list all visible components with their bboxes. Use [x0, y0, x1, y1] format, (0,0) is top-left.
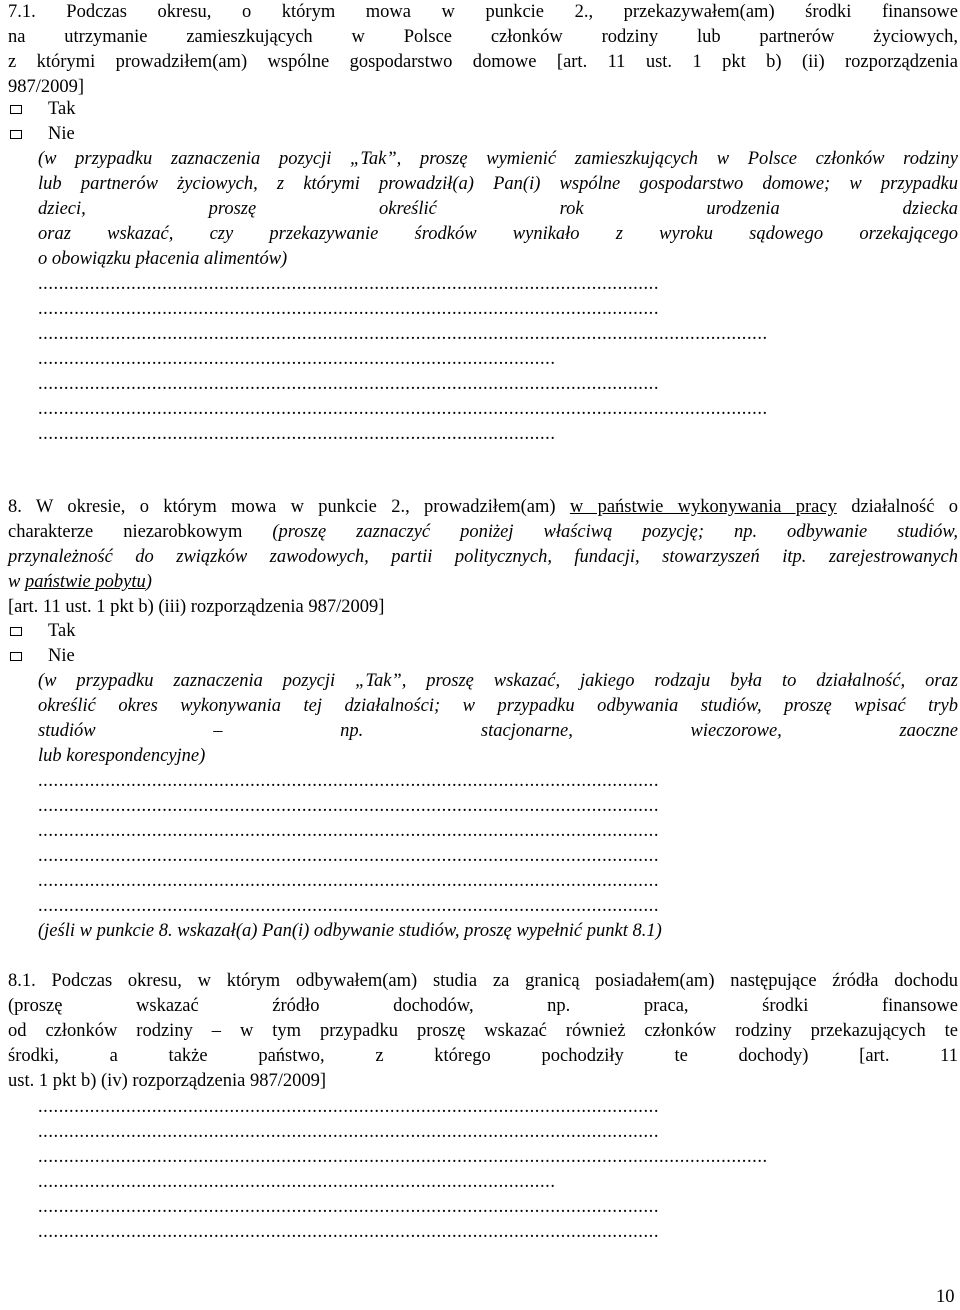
s8-line-2-a: charakterze niezarobkowym — [8, 522, 243, 542]
s81-answer-line[interactable]: ........................................................................................................................ — [38, 1122, 659, 1142]
s8-option-yes[interactable] — [8, 619, 958, 644]
s81-line-2: (proszę wskazać źródło dochodów, np. praca, środki finansowe — [8, 996, 958, 1016]
s81-answer-line[interactable]: ........................................................................................................................ — [38, 1222, 659, 1242]
s8-line-4 — [8, 570, 958, 595]
s8-line-1 — [8, 495, 958, 520]
s71-answer-line[interactable]: ........................................................................................................................ — [38, 374, 659, 394]
checkbox-icon[interactable] — [10, 627, 22, 636]
s8-line-1-b: działalność o — [851, 497, 958, 517]
checkbox-icon[interactable] — [10, 130, 22, 139]
s8-note-3: studiów – np. stacjonarne, wieczorowe, zaoczne — [38, 721, 958, 741]
s81-line-1: 8.1. Podczas okresu, w którym odbywałem(am) studia za granicą posiadałem(am) następujące źródła dochodu — [8, 971, 958, 991]
s71-answer-line[interactable]: ........................................................................................................................ — [38, 299, 659, 319]
page-number: 10 — [936, 1287, 955, 1307]
s81-answer-line[interactable]: ............................................................................................................................................. — [38, 1147, 768, 1167]
s8-yes-label: Tak — [48, 621, 76, 642]
s71-note-1: (w przypadku zaznaczenia pozycji „Tak”, proszę wymienić zamieszkujących w Polsce członków rodziny — [38, 149, 958, 169]
s81-line-4: środki, a także państwo, z którego pochodziły te dochody) [art. 11 — [8, 1046, 958, 1066]
s8-answer-line[interactable]: ........................................................................................................................ — [38, 871, 659, 891]
s71-no-label: Nie — [48, 124, 75, 145]
s71-answer-line[interactable]: .................................................................................................... — [38, 349, 556, 369]
s71-line-2: na utrzymanie zamieszkujących w Polsce członków rodziny lub partnerów życiowych, — [8, 27, 958, 47]
s71-answer-line[interactable]: ............................................................................................................................................. — [38, 399, 768, 419]
s8-line-1-underlined: w państwie wykonywania pracy — [569, 497, 837, 517]
s8-answer-line[interactable]: ........................................................................................................................ — [38, 771, 659, 791]
s81-line-3: od członków rodziny – w tym przypadku proszę wskazać również członków rodziny przekazujących te — [8, 1021, 958, 1041]
s71-answer-line[interactable]: .................................................................................................... — [38, 424, 556, 444]
s8-note-2: określić okres wykonywania tej działalności; w przypadku odbywania studiów, proszę wpisać tryb — [38, 696, 958, 716]
s8-line-4-b: ) — [145, 572, 152, 592]
s8-line-4-underlined: państwie pobytu — [24, 572, 146, 592]
s81-answer-line[interactable]: ........................................................................................................................ — [38, 1097, 659, 1117]
s71-note-2: lub partnerów życiowych, z którymi prowadził(a) Pan(i) wspólne gospodarstwo domowe; w przypadku — [38, 174, 958, 194]
s8-no-label: Nie — [48, 646, 75, 667]
s81-answer-line[interactable]: ........................................................................................................................ — [38, 1197, 659, 1217]
s71-line-1: 7.1. Podczas okresu, o którym mowa w punkcie 2., przekazywałem(am) środki finansowe — [8, 2, 958, 22]
checkbox-icon[interactable] — [10, 652, 22, 661]
s8-line-2 — [8, 520, 958, 545]
s81-answer-line[interactable]: .................................................................................................... — [38, 1172, 556, 1192]
s8-footnote: (jeśli w punkcie 8. wskazał(a) Pan(i) odbywanie studiów, proszę wypełnić punkt 8.1) — [38, 921, 662, 941]
s8-ref: [art. 11 ust. 1 pkt b) (iii) rozporządzenia 987/2009] — [8, 597, 385, 617]
s8-line-1-a: 8. W okresie, o którym mowa w punkcie 2., prowadziłem(am) — [8, 497, 556, 517]
s71-option-yes[interactable] — [8, 97, 958, 122]
s8-answer-line[interactable]: ........................................................................................................................ — [38, 896, 659, 916]
s71-answer-line[interactable]: ............................................................................................................................................. — [38, 324, 768, 344]
s8-answer-line[interactable]: ........................................................................................................................ — [38, 821, 659, 841]
s71-note-4: oraz wskazać, czy przekazywanie środków wynikało z wyroku sądowego orzekającego — [38, 224, 958, 244]
s8-line-2-b: (proszę zaznaczyć poniżej właściwą pozycję; np. odbywanie studiów, — [272, 522, 958, 542]
s8-answer-line[interactable]: ........................................................................................................................ — [38, 846, 659, 866]
s8-line-3: przynależność do związków zawodowych, partii politycznych, fundacji, stowarzyszeń itp. zarejestrowanych — [8, 547, 958, 567]
s71-line-3: z którymi prowadziłem(am) wspólne gospodarstwo domowe [art. 11 ust. 1 pkt b) (ii) rozporządzenia — [8, 52, 958, 72]
s8-note-1: (w przypadku zaznaczenia pozycji „Tak”, proszę wskazać, jakiego rodzaju była to działalność, oraz — [38, 671, 958, 691]
s71-answer-line[interactable]: ........................................................................................................................ — [38, 274, 659, 294]
s71-note-3: dzieci, proszę określić rok urodzenia dziecka — [38, 199, 958, 219]
s71-option-no[interactable] — [8, 122, 958, 147]
s71-ref-end: 987/2009] — [8, 77, 85, 97]
s8-answer-line[interactable]: ........................................................................................................................ — [38, 796, 659, 816]
s8-note-4: lub korespondencyjne) — [38, 746, 206, 766]
s71-yes-label: Tak — [48, 99, 76, 120]
checkbox-icon[interactable] — [10, 105, 22, 114]
s8-option-no[interactable] — [8, 644, 958, 669]
s8-line-4-a: w — [8, 572, 21, 592]
s81-line-5: ust. 1 pkt b) (iv) rozporządzenia 987/2009] — [8, 1071, 327, 1091]
s71-note-5: o obowiązku płacenia alimentów) — [38, 249, 288, 269]
